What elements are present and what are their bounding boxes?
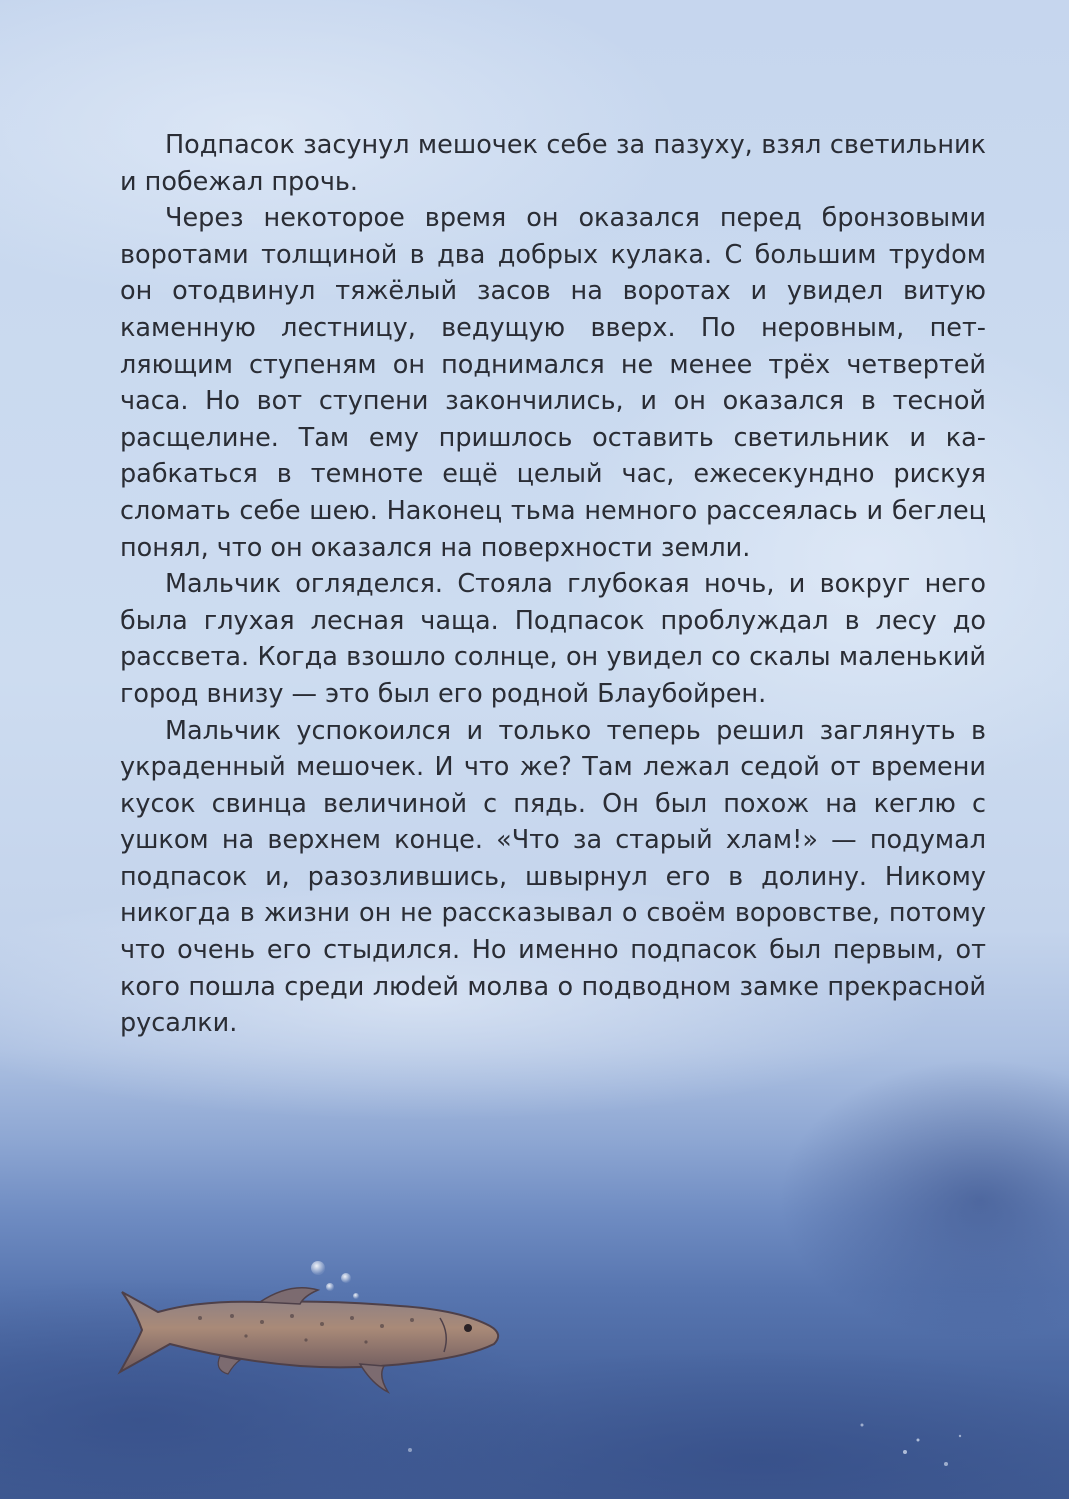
paragraph-4: Мальчик успокоился и только теперь решил заглянуть в украденный мешочек. И что же? Там лежал седой от времени кусок свинца величиной с пядь. Он был похож на кеглю с ушком на верхнем конце. «Что за старый хлам!» — подумал подпасок и, разозлившись, швырнул его в долину. Никому никогда в жизни он не рассказывал о своём воровстве, потому что очень его стыдился. Но именно подпасок был первым, от кого пошла среди люdей молва о подводном замке прекрасной русалки. [120,715,986,1039]
paragraph-1: Подпасок засунул мешочек себе за пазуху, взял светильник и побежал прочь. [120,130,986,197]
paragraph-3: Мальчик огляделся. Стояла глубокая ночь, и вокруг него была глухая лесная чаща. Подпасок проблуждал в лесу до рассвета. Когда взошло солнце, он увидел со скалы маленький город внизу — это был его родной Блаубойрен. [120,569,986,709]
paragraph-2: Через некоторое время он оказался перед бронзовыми воротами толщиной в два добрых кулака. С большим труdом он отодвинул тяжёлый засов на воротах и увидел витую каменную лестницу, ведущую вверх. По неровным, петляющим ступеням он поднимался не менее трёх четвертей часа. Но вот ступени закончились, и он оказался в тесной расщелине. Там ему пришлось оставить светильник и карабкаться в темноте ещё целый час, ежесекундно рискуя сломать себе шею. Наконец тьма немного рассеялась и беглец понял, что он оказался на поверхности земли. [120,203,986,563]
story-text [120,127,986,1042]
